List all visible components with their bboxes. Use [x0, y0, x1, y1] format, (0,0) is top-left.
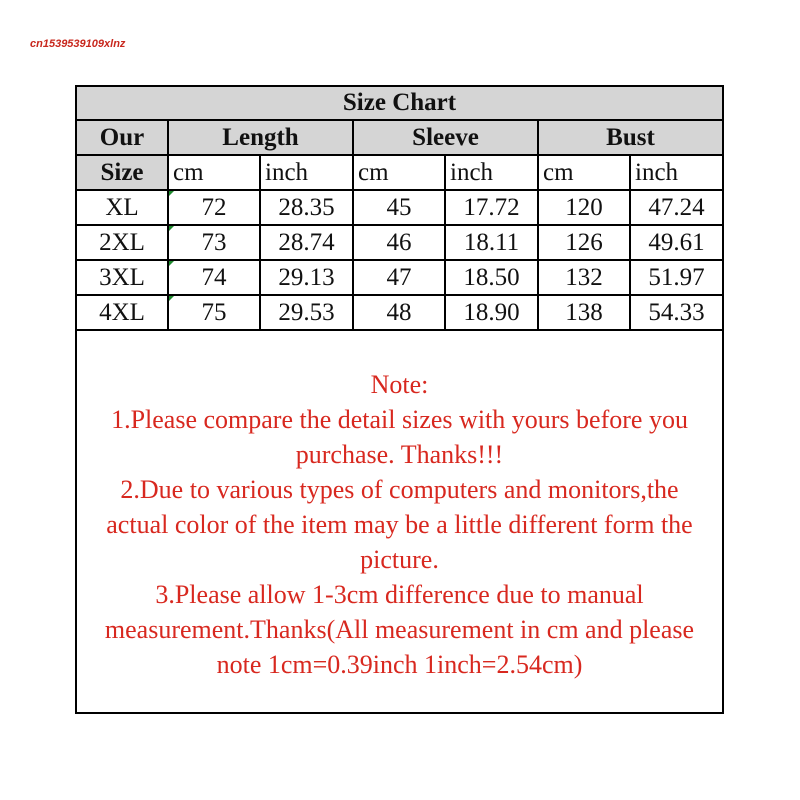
value-cell: 54.33: [630, 295, 722, 330]
unit-cell: cm: [538, 155, 630, 190]
value-cell: 28.35: [260, 190, 353, 225]
value-cell: 132: [538, 260, 630, 295]
bust-header: Bust: [538, 120, 722, 155]
table-row: [77, 295, 722, 330]
value-cell: 75: [168, 295, 260, 330]
value-cell: 28.74: [260, 225, 353, 260]
value-cell: 45: [353, 190, 445, 225]
value-cell: 18.50: [445, 260, 538, 295]
size-header: Size: [77, 155, 168, 190]
value-cell: 72: [168, 190, 260, 225]
value-cell: 138: [538, 295, 630, 330]
size-chart-table: [77, 87, 722, 331]
value-cell: 29.53: [260, 295, 353, 330]
value-cell: 29.13: [260, 260, 353, 295]
value-cell: 48: [353, 295, 445, 330]
note-line: measurement.Thanks(All measurement in cm and please: [104, 615, 695, 644]
sleeve-header: Sleeve: [353, 120, 538, 155]
value-cell: 74: [168, 260, 260, 295]
table-row: [77, 260, 722, 295]
value-cell: 49.61: [630, 225, 722, 260]
size-label: 4XL: [77, 295, 168, 330]
value-cell: 18.90: [445, 295, 538, 330]
size-label: 3XL: [77, 260, 168, 295]
size-chart-panel: [75, 85, 724, 714]
value-cell: 51.97: [630, 260, 722, 295]
size-chart-title: Size Chart: [77, 87, 722, 120]
our-size-header: Our: [77, 120, 168, 155]
note-line: 2.Due to various types of computers and monitors,the: [120, 475, 679, 504]
value-cell: 47.24: [630, 190, 722, 225]
note-line: purchase. Thanks!!!: [295, 440, 504, 469]
value-cell: 120: [538, 190, 630, 225]
value-cell: 17.72: [445, 190, 538, 225]
value-cell: 47: [353, 260, 445, 295]
note-line: Note:: [370, 370, 429, 399]
size-label: 2XL: [77, 225, 168, 260]
table-row: [77, 190, 722, 225]
value-cell: 18.11: [445, 225, 538, 260]
length-header: Length: [168, 120, 353, 155]
unit-cell: inch: [445, 155, 538, 190]
note-line: actual color of the item may be a little different form the: [106, 510, 693, 539]
unit-cell: inch: [630, 155, 722, 190]
value-cell: 46: [353, 225, 445, 260]
value-cell: 126: [538, 225, 630, 260]
watermark-text: cn1539539109xlnz: [30, 38, 126, 50]
notes-section: [77, 367, 722, 682]
table-row: [77, 225, 722, 260]
note-line: 3.Please allow 1-3cm difference due to manual: [155, 580, 644, 609]
unit-cell: cm: [168, 155, 260, 190]
value-cell: 73: [168, 225, 260, 260]
unit-cell: inch: [260, 155, 353, 190]
note-line: note 1cm=0.39inch 1inch=2.54cm): [216, 650, 583, 679]
unit-cell: cm: [353, 155, 445, 190]
note-line: picture.: [360, 545, 439, 574]
size-label: XL: [77, 190, 168, 225]
note-line: 1.Please compare the detail sizes with yours before you: [111, 405, 688, 434]
